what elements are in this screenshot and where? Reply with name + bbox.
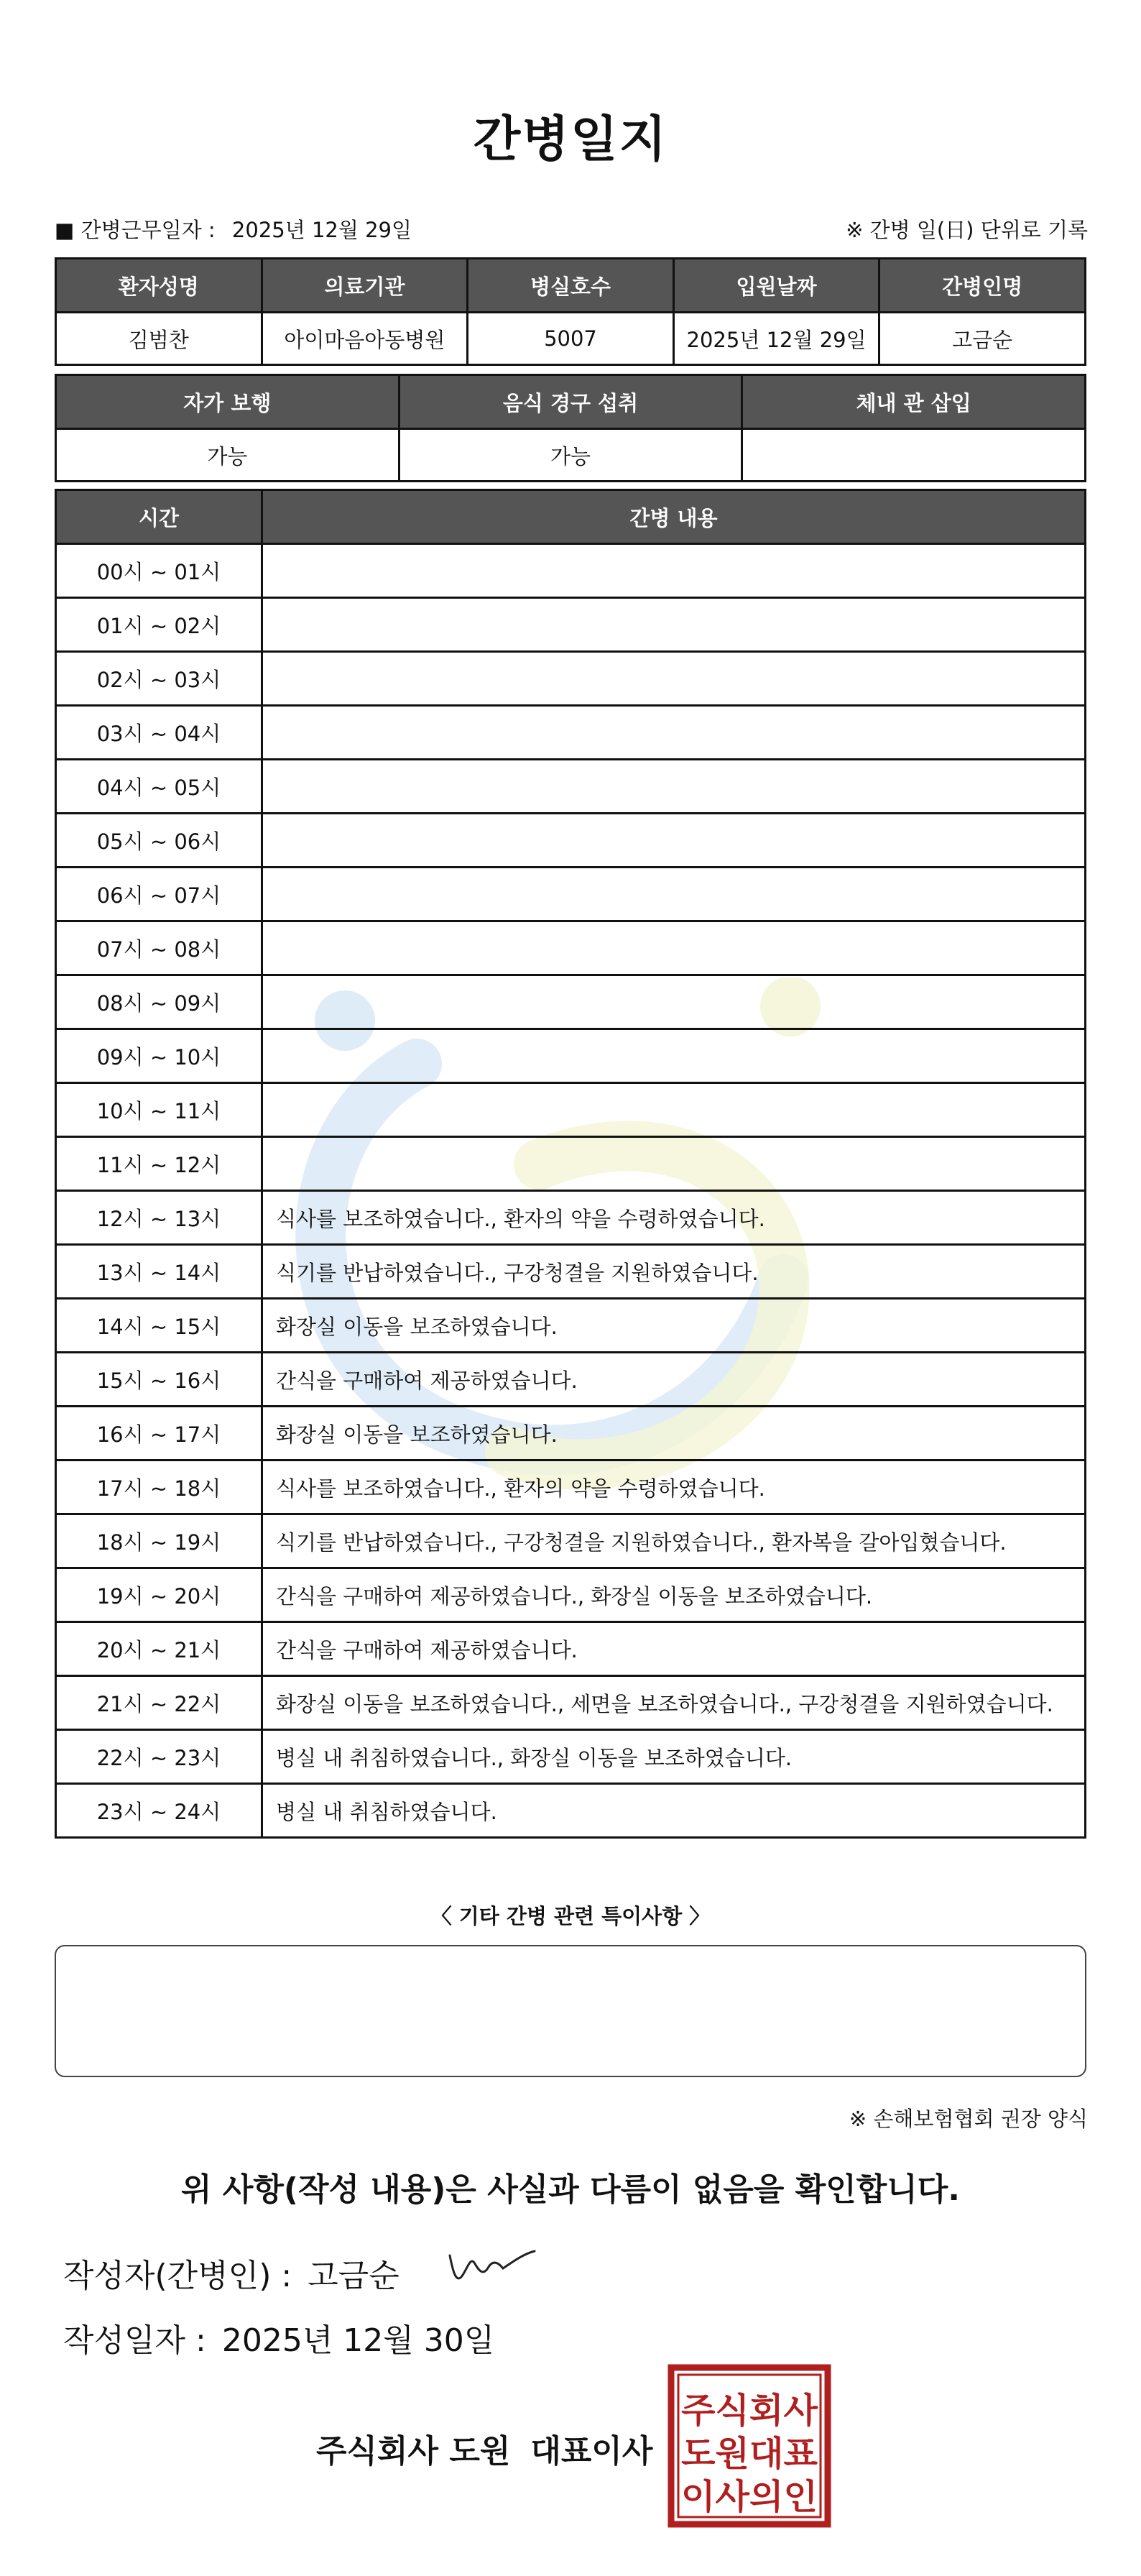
table-row xyxy=(56,1299,1086,1353)
writer-label: 작성자(간병인) xyxy=(63,2258,272,2294)
log-time: 14시 ~ 15시 xyxy=(56,1299,262,1353)
log-time: 07시 ~ 08시 xyxy=(56,921,262,975)
log-content: 식기를 반납하였습니다., 구강청결을 지원하였습니다., 환자복을 갈아입혔습니다. xyxy=(262,1514,1086,1568)
log-content xyxy=(262,814,1086,868)
log-time: 15시 ~ 16시 xyxy=(56,1353,262,1407)
log-time: 12시 ~ 13시 xyxy=(56,1191,262,1245)
log-content: 병실 내 취침하였습니다., 화장실 이동을 보조하였습니다. xyxy=(262,1730,1086,1784)
company-name: 주식회사 도원 xyxy=(316,2433,511,2470)
table-row xyxy=(56,598,1086,652)
self-walking-value: 가능 xyxy=(56,429,399,482)
header-room-number: 병실호수 xyxy=(468,259,674,313)
log-time: 18시 ~ 19시 xyxy=(56,1514,262,1568)
patient-name: 김범찬 xyxy=(56,313,262,365)
work-date-value: 2025년 12월 29일 xyxy=(231,218,412,242)
log-content: 간식을 구매하여 제공하였습니다. xyxy=(262,1353,1086,1407)
header-oral-intake: 음식 경구 섭취 xyxy=(399,375,742,429)
log-content xyxy=(262,760,1086,814)
table-row xyxy=(56,544,1086,598)
log-time: 17시 ~ 18시 xyxy=(56,1460,262,1514)
caregiver-name: 고금순 xyxy=(879,313,1086,365)
log-time: 00시 ~ 01시 xyxy=(56,544,262,598)
room-number: 5007 xyxy=(468,313,674,365)
table-row xyxy=(56,1676,1086,1730)
header-time: 시간 xyxy=(56,490,262,544)
log-time: 08시 ~ 09시 xyxy=(56,975,262,1029)
log-time: 10시 ~ 11시 xyxy=(56,1083,262,1137)
log-time: 20시 ~ 21시 xyxy=(56,1622,262,1676)
log-time: 02시 ~ 03시 xyxy=(56,652,262,706)
written-date-label: 작성일자 xyxy=(63,2322,186,2359)
table-row xyxy=(56,1784,1086,1838)
log-content xyxy=(262,921,1086,975)
table-row xyxy=(56,1460,1086,1514)
log-content: 화장실 이동을 보조하였습니다., 세면을 보조하였습니다., 구강청결을 지원하였습니다. xyxy=(262,1676,1086,1730)
table-row xyxy=(56,1353,1086,1407)
table-row xyxy=(56,1137,1086,1191)
daily-record-note: ※ 간병 일(日) 단위로 기록 xyxy=(846,218,1088,242)
written-date-value: 2025년 12월 30일 xyxy=(221,2322,495,2359)
form-source-note: ※ 손해보험협회 권장 양식 xyxy=(849,2107,1088,2131)
log-content: 간식을 구매하여 제공하였습니다. xyxy=(262,1622,1086,1676)
table-row xyxy=(56,760,1086,814)
writer-row: 작성자(간병인) : 고금순 xyxy=(63,2258,399,2294)
header-caregiver-name: 간병인명 xyxy=(879,259,1086,313)
log-content xyxy=(262,975,1086,1029)
table-row xyxy=(56,921,1086,975)
table-row xyxy=(56,1568,1086,1622)
log-time: 05시 ~ 06시 xyxy=(56,814,262,868)
header-hospital: 의료기관 xyxy=(262,259,468,313)
log-time: 19시 ~ 20시 xyxy=(56,1568,262,1622)
log-content xyxy=(262,652,1086,706)
log-time: 03시 ~ 04시 xyxy=(56,706,262,760)
log-content: 화장실 이동을 보조하였습니다. xyxy=(262,1407,1086,1460)
header-patient-name: 환자성명 xyxy=(56,259,262,313)
log-content: 식사를 보조하였습니다., 환자의 약을 수령하였습니다. xyxy=(262,1460,1086,1514)
log-time: 23시 ~ 24시 xyxy=(56,1784,262,1838)
table-row xyxy=(56,868,1086,921)
table-row xyxy=(56,1083,1086,1137)
log-content: 화장실 이동을 보조하였습니다. xyxy=(262,1299,1086,1353)
oral-intake-value: 가능 xyxy=(399,429,742,482)
work-date-row xyxy=(55,214,412,244)
svg-text:주식회사: 주식회사 xyxy=(681,2391,818,2431)
remarks-title: 〈 기타 간병 관련 특이사항 〉 xyxy=(430,1904,711,1928)
log-content: 식사를 보조하였습니다., 환자의 약을 수령하였습니다. xyxy=(262,1191,1086,1245)
log-content xyxy=(262,1137,1086,1191)
svg-text:도원대표: 도원대표 xyxy=(681,2434,818,2474)
remarks-box xyxy=(55,1945,1086,2077)
patient-info-table xyxy=(55,257,1086,366)
table-row xyxy=(56,1514,1086,1568)
admission-date: 2025년 12월 29일 xyxy=(673,313,879,365)
log-time: 09시 ~ 10시 xyxy=(56,1029,262,1083)
log-time: 11시 ~ 12시 xyxy=(56,1137,262,1191)
company-seal-icon xyxy=(667,2363,832,2529)
table-row xyxy=(56,1407,1086,1460)
log-content xyxy=(262,1083,1086,1137)
log-time: 16시 ~ 17시 xyxy=(56,1407,262,1460)
log-content xyxy=(262,598,1086,652)
log-time: 04시 ~ 05시 xyxy=(56,760,262,814)
company-title: 대표이사 xyxy=(530,2433,653,2470)
table-row xyxy=(56,1730,1086,1784)
log-time: 01시 ~ 02시 xyxy=(56,598,262,652)
log-content: 병실 내 취침하였습니다. xyxy=(262,1784,1086,1838)
header-self-walking: 자가 보행 xyxy=(56,375,399,429)
log-time: 21시 ~ 22시 xyxy=(56,1676,262,1730)
confirmation-statement: 위 사항(작성 내용)은 사실과 다름이 없음을 확인합니다. xyxy=(181,2171,960,2208)
log-content xyxy=(262,706,1086,760)
table-row xyxy=(56,1191,1086,1245)
table-row xyxy=(56,1622,1086,1676)
log-time: 13시 ~ 14시 xyxy=(56,1245,262,1299)
log-content xyxy=(262,1029,1086,1083)
table-row xyxy=(56,652,1086,706)
log-content: 식기를 반납하였습니다., 구강청결을 지원하였습니다. xyxy=(262,1245,1086,1299)
care-log-rows xyxy=(56,544,1086,1838)
svg-text:이사의인: 이사의인 xyxy=(681,2477,818,2517)
table-row xyxy=(56,814,1086,868)
company-row xyxy=(316,2425,652,2471)
header-admission-date: 입원날짜 xyxy=(673,259,879,313)
tube-insertion-value xyxy=(742,429,1086,482)
writer-name: 고금순 xyxy=(308,2258,399,2294)
log-time: 22시 ~ 23시 xyxy=(56,1730,262,1784)
written-date-row: 작성일자 : 2025년 12월 30일 xyxy=(63,2322,495,2359)
patient-status-table xyxy=(55,374,1086,482)
work-date-label: ■ 간병근무일자 : xyxy=(55,218,216,242)
hospital-name: 아이마음아동병원 xyxy=(262,313,468,365)
signature-icon xyxy=(445,2241,539,2291)
log-content: 간식을 구매하여 제공하였습니다., 화장실 이동을 보조하였습니다. xyxy=(262,1568,1086,1622)
table-row xyxy=(56,706,1086,760)
table-row xyxy=(56,975,1086,1029)
care-log-table xyxy=(55,489,1086,1839)
log-content xyxy=(262,868,1086,921)
table-row xyxy=(56,1029,1086,1083)
header-care-content: 간병 내용 xyxy=(262,490,1086,544)
table-row xyxy=(56,1245,1086,1299)
log-content xyxy=(262,544,1086,598)
log-time: 06시 ~ 07시 xyxy=(56,868,262,921)
document-title: 간병일지 xyxy=(473,111,668,168)
header-tube-insertion: 체내 관 삽입 xyxy=(742,375,1086,429)
